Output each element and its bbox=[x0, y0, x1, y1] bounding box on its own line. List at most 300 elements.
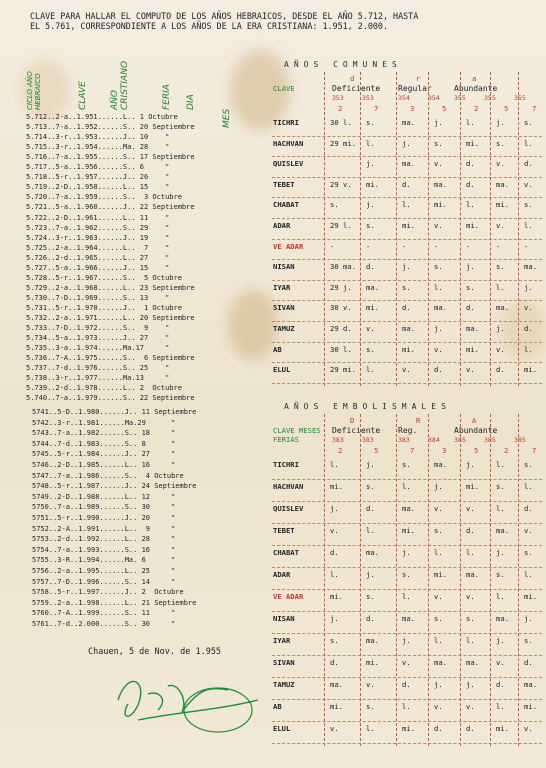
embolismales-cell: d. bbox=[524, 658, 533, 667]
embolismales-cell: s. bbox=[496, 570, 505, 579]
comunes-cell: mi. bbox=[366, 303, 379, 313]
embolismales-cell: l. bbox=[366, 526, 375, 535]
year-row: 5.714..3-r..1.953......J.. 10 " bbox=[26, 133, 170, 142]
embolismales-cell: l. bbox=[402, 482, 411, 491]
comunes-cell: - bbox=[402, 241, 407, 251]
comunes-cell: v. bbox=[434, 221, 443, 230]
embolismales-cell: l. bbox=[330, 570, 339, 579]
embolismales-cell: d. bbox=[466, 526, 475, 535]
comunes-group-letter: d bbox=[350, 74, 355, 83]
embolismales-cell: j. bbox=[366, 460, 375, 469]
embolismales-cell: l. bbox=[496, 592, 505, 601]
comunes-cell: ma. bbox=[524, 262, 537, 272]
comunes-cell: l. bbox=[402, 200, 411, 210]
comunes-col-num: 7 bbox=[532, 104, 537, 113]
comunes-cell: mi. bbox=[496, 200, 509, 210]
comunes-cell: j. bbox=[434, 324, 443, 333]
embolismales-cell: mi. bbox=[524, 592, 537, 601]
comunes-cell: ma. bbox=[402, 118, 415, 127]
comunes-cell: l. bbox=[466, 200, 475, 210]
comunes-cell: mi. bbox=[402, 221, 415, 230]
comunes-cell: l. bbox=[466, 118, 475, 127]
comunes-cell: mi. bbox=[466, 221, 479, 230]
embolismales-cell: d. bbox=[434, 724, 443, 733]
comunes-col-rule bbox=[324, 72, 325, 386]
embolismales-group-code: 383 bbox=[362, 436, 374, 444]
year-row: 5.730..7-D..1.969......S.. 13 " bbox=[26, 293, 170, 302]
comunes-col-num: 5 bbox=[504, 104, 509, 113]
embolismales-clave-label: CLAVE MESES FERIAS bbox=[273, 426, 321, 444]
comunes-cell: ma. bbox=[434, 303, 447, 313]
year-row: 5.733..7-D..1.972......S.. 9 " bbox=[26, 324, 170, 333]
comunes-cell: v. bbox=[434, 159, 443, 169]
embolismales-cell: j. bbox=[330, 614, 339, 623]
comunes-cell: 30 v. bbox=[330, 303, 352, 313]
comunes-cell: s. bbox=[524, 118, 533, 127]
embolismales-row-rule bbox=[272, 743, 542, 744]
comunes-row-rule bbox=[272, 321, 542, 322]
embolismales-month-label: TEBET bbox=[273, 526, 295, 535]
comunes-group-code: 354 bbox=[428, 94, 440, 102]
comunes-col-num: 7 bbox=[374, 104, 379, 113]
year-row: 5752..2-A..1.991......L.. 9 " bbox=[32, 524, 176, 533]
embolismales-cell: v. bbox=[466, 702, 475, 711]
embolismales-row-rule bbox=[272, 589, 542, 590]
comunes-col-num: 3 bbox=[410, 104, 415, 113]
comunes-col-rule bbox=[518, 72, 519, 386]
embolismales-month-label: SIVAN bbox=[273, 658, 295, 667]
comunes-cell: 29 mi. bbox=[330, 138, 356, 148]
embolismales-cell: s. bbox=[402, 570, 411, 579]
comunes-month-label: AB bbox=[273, 344, 282, 354]
embolismales-cell: d. bbox=[330, 548, 339, 557]
embolismales-cell: mi. bbox=[466, 482, 479, 491]
comunes-month-label: TEBET bbox=[273, 179, 295, 189]
comunes-group-letter: a bbox=[472, 74, 477, 83]
comunes-cell: j. bbox=[402, 262, 411, 272]
left-header-5: MES bbox=[222, 108, 232, 128]
year-row: 5.732..2-a..1.971......L.. 20 Septiembre bbox=[26, 314, 195, 322]
comunes-cell: 30 ma. bbox=[330, 262, 356, 272]
embolismales-col-rule bbox=[396, 414, 397, 746]
year-row: 5748..5-r..1.987......J.. 24 Septiembre bbox=[32, 482, 197, 491]
comunes-cell: d. bbox=[496, 365, 505, 375]
comunes-cell: v. bbox=[524, 303, 533, 313]
embolismales-cell: ma. bbox=[496, 614, 509, 623]
embolismales-col-num: 3 bbox=[442, 446, 447, 455]
embolismales-cell: j. bbox=[434, 680, 443, 689]
comunes-row-rule bbox=[272, 280, 542, 281]
embolismales-cell: v. bbox=[524, 526, 533, 535]
comunes-row-rule bbox=[272, 218, 542, 219]
comunes-cell: d. bbox=[402, 179, 411, 189]
embolismales-group-code: 385 bbox=[484, 436, 496, 444]
embolismales-col-rule bbox=[460, 414, 461, 746]
comunes-row-rule bbox=[272, 362, 542, 363]
embolismales-cell: l. bbox=[402, 702, 411, 711]
year-row: 5761..7-d..2.000......S.. 30 " bbox=[32, 620, 176, 628]
year-row: 5.719..2-D..1.958......L.. 15 " bbox=[26, 183, 170, 192]
year-row: 5747..7-a..1.986......S.. 4 Octubre bbox=[32, 471, 184, 480]
year-row: 5749..2-D..1.988......L.. 12 " bbox=[32, 492, 176, 501]
embolismales-group-code: 384 bbox=[428, 436, 440, 444]
year-row: 5758..5-r..1.997......J.. 2 Octubre bbox=[32, 588, 184, 597]
embolismales-cell: mi. bbox=[524, 702, 537, 711]
embolismales-group-code: 383 bbox=[398, 436, 410, 444]
comunes-cell: v. bbox=[366, 324, 375, 333]
year-row: 5759..2-a..1.998......L.. 21 Septiembre bbox=[32, 598, 197, 607]
embolismales-cell: s. bbox=[466, 614, 475, 623]
comunes-cell: j. bbox=[466, 262, 475, 272]
comunes-col-rule bbox=[428, 72, 429, 386]
handwritten-signature bbox=[108, 660, 268, 750]
comunes-cell: d. bbox=[466, 179, 475, 189]
embolismales-cell: j. bbox=[466, 460, 475, 469]
comunes-cell: d. bbox=[366, 262, 375, 272]
comunes-month-label: CHABAT bbox=[273, 200, 299, 210]
embolismales-cell: v. bbox=[434, 592, 443, 601]
embolismales-cell: j. bbox=[496, 548, 505, 557]
embolismales-cell: ma. bbox=[402, 614, 415, 623]
embolismales-group-letter: A bbox=[472, 416, 477, 425]
comunes-title: AÑOS COMUNES bbox=[284, 60, 402, 69]
embolismales-cell: d. bbox=[366, 614, 375, 623]
comunes-col-rule bbox=[396, 72, 397, 386]
comunes-cell: - bbox=[330, 241, 335, 251]
comunes-cell: - bbox=[496, 241, 501, 251]
embolismales-col-num: 2 bbox=[504, 446, 509, 455]
comunes-cell: s. bbox=[366, 344, 375, 354]
comunes-cell: d. bbox=[524, 159, 533, 169]
comunes-cell: mi. bbox=[524, 365, 537, 375]
place-date: Chauen, 5 de Nov. de 1.955 bbox=[88, 647, 222, 657]
comunes-cell: s. bbox=[434, 138, 443, 148]
comunes-cell: d. bbox=[434, 365, 443, 375]
embolismales-row-rule bbox=[272, 721, 542, 722]
embolismales-col-rule bbox=[324, 414, 325, 746]
year-row: 5.737..7-d..1.976......S.. 25 " bbox=[26, 364, 170, 373]
year-row: 5753..2-d..1.992......L.. 28 " bbox=[32, 535, 176, 544]
comunes-cell: s. bbox=[496, 262, 505, 272]
comunes-group-code: 354 bbox=[398, 94, 410, 102]
embolismales-row-rule bbox=[272, 545, 542, 546]
year-row: 5743..7-a..1.982......S.. 18 " bbox=[32, 429, 176, 438]
embolismales-cell: l. bbox=[524, 482, 533, 491]
comunes-cell: j. bbox=[366, 159, 375, 169]
year-row: 5.716..7-a..1.955......S.. 17 Septiembre bbox=[26, 153, 195, 162]
comunes-cell: d. bbox=[466, 159, 475, 169]
embolismales-col-num: 5 bbox=[374, 446, 379, 455]
embolismales-group-label: Deficiente bbox=[332, 426, 381, 435]
embolismales-row-rule bbox=[272, 567, 542, 568]
embolismales-cell: v. bbox=[434, 702, 443, 711]
document-title bbox=[30, 11, 540, 31]
year-row: 5746..2-D..1.985......L.. 16 " bbox=[32, 461, 176, 469]
year-row: 5745..5-r..1.984......J.. 27 " bbox=[32, 450, 176, 459]
embolismales-cell: j. bbox=[466, 680, 475, 689]
comunes-cell: j. bbox=[434, 118, 443, 127]
year-row: 5.725..2-a..1.964......L.. 7 " bbox=[26, 243, 170, 252]
year-row: 5.715..3-r..1.954......Ma. 28 " bbox=[26, 143, 170, 152]
left-header-4: DIA bbox=[186, 94, 196, 110]
comunes-row-rule bbox=[272, 383, 542, 384]
embolismales-cell: l. bbox=[330, 460, 339, 469]
comunes-cell: ma. bbox=[366, 282, 379, 292]
embolismales-cell: j. bbox=[434, 482, 443, 491]
embolismales-cell: mi. bbox=[330, 592, 343, 601]
embolismales-cell: ma. bbox=[434, 460, 447, 469]
comunes-group-code: 355 bbox=[454, 94, 466, 102]
embolismales-cell: v. bbox=[402, 658, 411, 667]
embolismales-month-label: QUISLEV bbox=[273, 504, 304, 513]
comunes-row-rule bbox=[272, 197, 542, 198]
embolismales-cell: j. bbox=[524, 614, 533, 623]
year-row: 5751..5-r..1.990......J.. 20 " bbox=[32, 514, 176, 522]
embolismales-cell: v. bbox=[466, 504, 475, 513]
embolismales-col-num: 2 bbox=[338, 446, 343, 455]
comunes-cell: s. bbox=[466, 282, 475, 292]
comunes-month-label: TICHRI bbox=[273, 118, 299, 127]
comunes-month-label: TAMUZ bbox=[273, 324, 295, 333]
embolismales-cell: v. bbox=[524, 724, 533, 733]
comunes-month-label: HACHVAN bbox=[273, 138, 304, 148]
embolismales-cell: d. bbox=[366, 504, 375, 513]
embolismales-cell: s. bbox=[524, 460, 533, 469]
comunes-month-label: NISAN bbox=[273, 262, 295, 272]
year-row: 5.712..2-a..1.951......L.. 1 Octubre bbox=[26, 113, 178, 121]
comunes-cell: 29 j. bbox=[330, 282, 352, 292]
embolismales-row-rule bbox=[272, 655, 542, 656]
comunes-cell: ma. bbox=[496, 303, 509, 313]
comunes-cell: j. bbox=[524, 282, 533, 292]
embolismales-group-code: 385 bbox=[514, 436, 526, 444]
comunes-cell: l. bbox=[524, 344, 533, 354]
embolismales-cell: ma. bbox=[524, 680, 537, 689]
comunes-cell: l. bbox=[524, 138, 533, 148]
embolismales-col-rule bbox=[518, 414, 519, 746]
comunes-cell: l. bbox=[366, 138, 375, 148]
comunes-cell: v. bbox=[524, 179, 533, 189]
comunes-month-label: ELUL bbox=[273, 365, 291, 375]
comunes-cell: 29 l. bbox=[330, 221, 352, 230]
embolismales-cell: ma. bbox=[402, 504, 415, 513]
comunes-row-rule bbox=[272, 342, 542, 343]
embolismales-cell: s. bbox=[434, 614, 443, 623]
comunes-cell: s. bbox=[524, 200, 533, 210]
comunes-month-label: SIVAN bbox=[273, 303, 295, 313]
year-row: 5755..3-R..1.994......Ma. 6 " bbox=[32, 556, 176, 565]
embolismales-cell: mi. bbox=[402, 526, 415, 535]
embolismales-cell: ma. bbox=[496, 526, 509, 535]
left-header-2: AÑO CRISTIANO bbox=[110, 60, 130, 110]
embolismales-month-label: ADAR bbox=[273, 570, 291, 579]
comunes-row-rule bbox=[272, 136, 542, 137]
year-row: 5744..7-d..1.983......S.. 8 " bbox=[32, 439, 176, 448]
embolismales-col-rule bbox=[428, 414, 429, 746]
embolismales-col-num: 7 bbox=[410, 446, 415, 455]
embolismales-group-letter: D bbox=[350, 416, 355, 425]
embolismales-col-rule bbox=[360, 414, 361, 746]
comunes-clave-label: CLAVE bbox=[273, 84, 295, 93]
embolismales-cell: mi. bbox=[434, 570, 447, 579]
comunes-cell: j. bbox=[366, 200, 375, 210]
embolismales-cell: j. bbox=[366, 570, 375, 579]
comunes-cell: - bbox=[366, 241, 371, 251]
embolismales-cell: l. bbox=[466, 548, 475, 557]
comunes-cell: s. bbox=[366, 118, 375, 127]
comunes-row-rule bbox=[272, 259, 542, 260]
embolismales-cell: v. bbox=[466, 592, 475, 601]
comunes-row-rule bbox=[272, 300, 542, 301]
year-row: 5760..7-A..1.999......S.. 11 " bbox=[32, 609, 176, 618]
embolismales-cell: s. bbox=[496, 482, 505, 491]
embolismales-cell: l. bbox=[466, 636, 475, 645]
year-row: 5.720..7-a..1.959......S.. 3 Octubre bbox=[26, 193, 182, 202]
comunes-cell: v. bbox=[496, 344, 505, 354]
comunes-cell: l. bbox=[434, 282, 443, 292]
year-row: 5.729..2-a..1.968......L.. 23 Septiembre bbox=[26, 283, 195, 292]
embolismales-month-label: TAMUZ bbox=[273, 680, 295, 689]
comunes-cell: j. bbox=[496, 324, 505, 333]
comunes-cell: v. bbox=[434, 344, 443, 354]
embolismales-row-rule bbox=[272, 699, 542, 700]
embolismales-cell: d. bbox=[496, 680, 505, 689]
embolismales-cell: ma. bbox=[434, 658, 447, 667]
comunes-cell: mi. bbox=[402, 344, 415, 354]
comunes-col-rule bbox=[490, 72, 491, 386]
embolismales-cell: d. bbox=[524, 504, 533, 513]
comunes-cell: mi. bbox=[366, 179, 379, 189]
comunes-cell: 30 l. bbox=[330, 344, 352, 354]
embolismales-cell: s. bbox=[366, 592, 375, 601]
year-row: 5.722..2-D..1.961......L.. 11 " bbox=[26, 213, 170, 222]
comunes-cell: s. bbox=[402, 282, 411, 292]
comunes-month-label: VE ADAR bbox=[273, 241, 304, 251]
embolismales-month-label: ELUL bbox=[273, 724, 291, 733]
embolismales-month-label: VE ADAR bbox=[273, 592, 304, 601]
year-row: 5.734..5-a..1.973......J.. 27 " bbox=[26, 334, 170, 343]
embolismales-title: AÑOS EMBOLISMALES bbox=[284, 402, 451, 411]
embolismales-group-label: Reg. bbox=[398, 426, 418, 435]
embolismales-cell: j. bbox=[402, 548, 411, 557]
year-row: 5.717..5-a..1.956......S.. 6 " bbox=[26, 163, 170, 172]
embolismales-month-label: HACHVAN bbox=[273, 482, 304, 491]
embolismales-cell: l. bbox=[496, 504, 505, 513]
embolismales-cell: s. bbox=[330, 636, 339, 645]
embolismales-cell: l. bbox=[402, 592, 411, 601]
comunes-cell: l. bbox=[496, 282, 505, 292]
embolismales-cell: s. bbox=[366, 482, 375, 491]
year-row: 5750..7-a..1.989......S.. 30 " bbox=[32, 503, 176, 512]
comunes-cell: s. bbox=[366, 221, 375, 230]
embolismales-row-rule bbox=[272, 633, 542, 634]
embolismales-cell: l. bbox=[434, 548, 443, 557]
embolismales-cell: l. bbox=[496, 460, 505, 469]
embolismales-cell: s. bbox=[402, 460, 411, 469]
year-row: 5.738..3-r..1.977......Ma.13 " bbox=[26, 374, 170, 383]
comunes-cell: s. bbox=[496, 138, 505, 148]
year-row: 5756..2-a..1.995......L.. 25 " bbox=[32, 567, 176, 575]
year-row: 5.731..5-r..1.970......J.. 1 Octubre bbox=[26, 303, 182, 312]
embolismales-cell: s. bbox=[366, 702, 375, 711]
comunes-cell: - bbox=[466, 241, 471, 251]
year-row: 5.739..2-d..1.978......L.. 2 Octubre bbox=[26, 384, 182, 393]
embolismales-cell: mi. bbox=[330, 702, 343, 711]
comunes-cell: ma. bbox=[434, 179, 447, 189]
embolismales-group-label: Abundante bbox=[454, 426, 498, 435]
year-row: 5.718..5-r..1.957......J.. 26 " bbox=[26, 173, 170, 182]
comunes-group-label: Deficiente bbox=[332, 84, 381, 93]
embolismales-row-rule bbox=[272, 611, 542, 612]
embolismales-group-code: 385 bbox=[454, 436, 466, 444]
comunes-group-label: Abundante bbox=[454, 84, 498, 93]
comunes-cell: - bbox=[434, 241, 439, 251]
embolismales-row-rule bbox=[272, 479, 542, 480]
embolismales-group-code: 383 bbox=[332, 436, 344, 444]
embolismales-cell: l. bbox=[524, 570, 533, 579]
title-line-1: CLAVE PARA HALLAR EL COMPUTO DE LOS AÑOS HEBRAICOS, DESDE EL AÑO 5.712, HASTA bbox=[30, 11, 419, 21]
embolismales-cell: mi. bbox=[330, 482, 343, 491]
comunes-group-letter: r bbox=[416, 74, 421, 83]
embolismales-cell: j. bbox=[330, 504, 339, 513]
embolismales-cell: v. bbox=[496, 658, 505, 667]
embolismales-cell: l. bbox=[434, 636, 443, 645]
comunes-row-rule bbox=[272, 177, 542, 178]
comunes-row-rule bbox=[272, 239, 542, 240]
embolismales-cell: s. bbox=[434, 526, 443, 535]
comunes-cell: mi. bbox=[466, 138, 479, 148]
embolismales-cell: v. bbox=[330, 724, 339, 733]
comunes-group-code: 353 bbox=[362, 94, 374, 102]
embolismales-cell: j. bbox=[402, 636, 411, 645]
embolismales-cell: s. bbox=[524, 636, 533, 645]
embolismales-month-label: CHABAT bbox=[273, 548, 299, 557]
comunes-cell: d. bbox=[466, 303, 475, 313]
comunes-cell: d. bbox=[524, 324, 533, 333]
comunes-month-label: ADAR bbox=[273, 221, 291, 230]
embolismales-row-rule bbox=[272, 523, 542, 524]
comunes-row-rule bbox=[272, 156, 542, 157]
year-row: 5757..7-D..1.996......S.. 14 " bbox=[32, 577, 176, 586]
comunes-month-label: IYAR bbox=[273, 282, 291, 292]
embolismales-row-rule bbox=[272, 677, 542, 678]
embolismales-row-rule bbox=[272, 501, 542, 502]
embolismales-cell: ma. bbox=[466, 570, 479, 579]
year-row: 5.713..7-a..1.952......S.. 20 Septiembre bbox=[26, 123, 195, 132]
embolismales-group-letter: R bbox=[416, 416, 421, 425]
comunes-cell: j. bbox=[496, 118, 505, 127]
year-row: 5754..7-a..1.993......S.. 16 " bbox=[32, 545, 176, 554]
comunes-cell: 29 d. bbox=[330, 324, 352, 333]
embolismales-cell: j. bbox=[496, 636, 505, 645]
embolismales-cell: v. bbox=[434, 504, 443, 513]
comunes-cell: j. bbox=[402, 138, 411, 148]
embolismales-cell: l. bbox=[496, 702, 505, 711]
year-row: 5.724..3-r..1.963......J.. 19 " bbox=[26, 233, 170, 242]
embolismales-cell: mi. bbox=[496, 724, 509, 733]
embolismales-month-label: NISAN bbox=[273, 614, 295, 623]
year-row: 5.728..5-r..1.967......S.. 5 Octubre bbox=[26, 273, 182, 282]
comunes-cell: v. bbox=[402, 365, 411, 375]
embolismales-cell: ma. bbox=[366, 548, 379, 557]
left-header-3: FERIA bbox=[162, 84, 172, 110]
embolismales-cell: d. bbox=[330, 658, 339, 667]
year-row: 5.727..5-a..1.966......J.. 15 " bbox=[26, 263, 170, 272]
comunes-cell: s. bbox=[434, 262, 443, 272]
comunes-group-code: 353 bbox=[332, 94, 344, 102]
comunes-col-rule bbox=[460, 72, 461, 386]
comunes-group-code: 355 bbox=[514, 94, 526, 102]
